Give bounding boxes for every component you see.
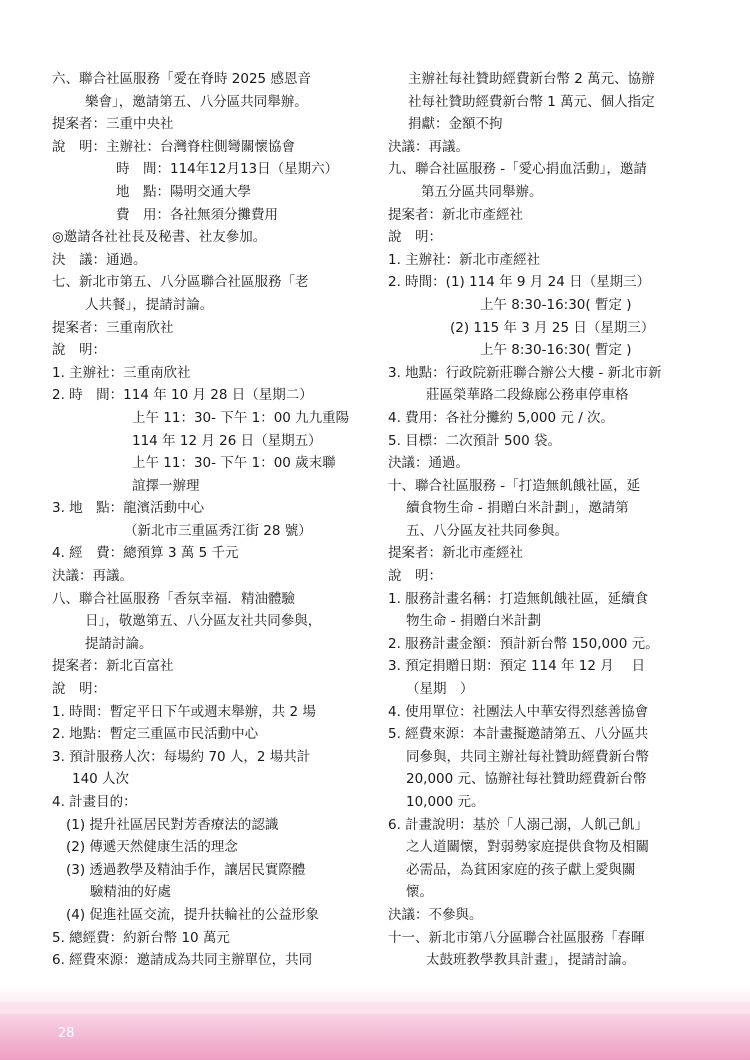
text-line: 費 用：各社無須分攤費用 (116, 206, 278, 223)
page-number: 28 (58, 1026, 75, 1041)
text-line: 續食物生命 - 捐贈白米計劃」，邀請第 (406, 500, 629, 517)
text-line: 2. 時間：(1) 114 年 9 月 24 日（星期三） (388, 274, 651, 291)
text-line: 五、八分區友社共同參與。 (406, 522, 568, 539)
text-line: 提案者：新北百富社 (52, 658, 174, 675)
text-line: 2. 服務計畫金額：預計新台幣 150,000 元。 (388, 635, 659, 652)
text-line: ◎邀請各社社長及秘書、社友參加。 (52, 229, 267, 246)
text-line: 20,000 元、協辦社每社贊助經費新台幣 (406, 771, 647, 788)
text-line: 之人道關懷，對弱勢家庭提供食物及相關 (406, 839, 649, 856)
text-line: 第五分區共同舉辦。 (421, 183, 543, 200)
text-line: （星期 ） (406, 681, 474, 698)
text-line: 決 議：通過。 (52, 251, 147, 268)
text-line: 6. 經費來源：邀請成為共同主辦單位，共同 (52, 952, 313, 969)
text-line: 說 明： (388, 229, 442, 246)
text-line: 2. 地點：暫定三重區市民活動中心 (52, 726, 259, 743)
text-line: 驗精油的好處 (90, 884, 171, 901)
right-column (388, 68, 700, 972)
text-line: 4. 經 費：總預算 3 萬 5 千元 (52, 545, 239, 562)
text-line: 日」，敬邀第五、八分區友社共同參與， (85, 613, 322, 630)
text-line: 1. 主辦社：新北市產經社 (388, 251, 541, 268)
text-line: 4. 使用單位：社團法人中華安得烈慈善協會 (388, 703, 649, 720)
text-line: 4. 計畫目的： (52, 794, 137, 810)
footer-wave (0, 984, 750, 1014)
text-line: 十、聯合社區服務 -「打造無飢餓社區，延 (388, 477, 641, 494)
text-line: 1. 服務計畫名稱：打造無飢餓社區，延續食 (388, 590, 649, 607)
text-line: 太鼓班教學教具計畫」，提請討論。 (426, 952, 636, 969)
text-line: 十一、新北市第八分區聯合社區服務「春暉 (388, 929, 645, 946)
text-line: 必需品，為貧困家庭的孩子獻上愛與關 (406, 861, 636, 878)
text-line: 九、聯合社區服務 -「愛心捐血活動」，邀請 (388, 161, 647, 178)
text-line: 懷。 (406, 884, 433, 901)
text-line: 說 明： (52, 342, 106, 359)
text-line: 決議：再議。 (388, 138, 469, 155)
text-line: 社每社贊助經費新台幣 1 萬元、個人指定 (408, 93, 655, 110)
text-line: 說 明：主辦社：台灣脊柱側彎關懷協會 (52, 138, 295, 155)
text-line: (2) 115 年 3 月 25 日（星期三） (450, 319, 655, 336)
text-line: 提案者：三重中央社 (52, 116, 174, 133)
text-line: (4) 促進社區交流，提升扶輪社的公益形象 (66, 906, 319, 923)
text-line: 3. 地 點：龍濱活動中心 (52, 500, 205, 517)
text-line: 5. 目標：二次預計 500 袋。 (388, 432, 562, 449)
text-line: 人共餐」，提請討論。 (85, 296, 214, 313)
text-line: 1. 時間：暫定平日下午或週末舉辦，共 2 場 (52, 703, 316, 720)
text-line: 八、聯合社區服務「香氛幸福．精油體驗 (52, 590, 295, 607)
text-line: 上午 11：30- 下午 1：00 歲末聯 (132, 455, 336, 472)
text-line: (2) 傳遞天然健康生活的理念 (66, 839, 238, 856)
text-line: 5. 經費來源：本計畫擬邀請第五、八分區共 (388, 726, 649, 743)
text-line: 樂會」，邀請第五、八分區共同舉辦。 (85, 93, 308, 110)
text-line: 2. 時 間：114 年 10 月 28 日（星期二） (52, 387, 313, 404)
text-line: 地 點：陽明交通大學 (116, 183, 251, 200)
text-line: 5. 總經費：約新台幣 10 萬元 (52, 929, 230, 946)
text-line: 3. 預定捐贈日期：預定 114 年 12 月 日 (388, 658, 646, 675)
text-line: 上午 8:30-16:30( 暫定 ) (480, 342, 632, 359)
text-line: 提案者：新北市產經社 (388, 545, 523, 562)
text-line: 莊區榮華路二段綠廊公務車停車格 (426, 387, 629, 404)
text-line: 3. 地點：行政院新莊聯合辦公大樓 - 新北市新 (388, 364, 662, 381)
footer-band (0, 1002, 750, 1060)
text-line: 3. 預計服務人次：每場約 70 人，2 場共計 (52, 748, 311, 765)
text-line: 捐獻：金額不拘 (408, 116, 503, 133)
text-line: 誼擇一辦理 (132, 477, 200, 494)
text-line: 4. 費用：各社分攤約 5,000 元 / 次。 (388, 409, 615, 426)
text-line: 上午 8:30-16:30( 暫定 ) (480, 296, 632, 313)
text-line: 七、新北市第五、八分區聯合社區服務「老 (52, 274, 309, 291)
text-line: 說 明： (388, 568, 442, 585)
text-line: 同參與，共同主辦社每社贊助經費新台幣 (406, 748, 649, 765)
text-line: 物生命 - 捐贈白米計劃 (406, 613, 541, 630)
text-line: 時 間：114年12月13日（星期六） (116, 161, 339, 178)
text-line: （新北市三重區秀江街 28 號） (124, 522, 312, 539)
text-line: 決議：通過。 (388, 455, 469, 472)
text-line: 決議：不參與。 (388, 906, 483, 923)
text-line: 上午 11：30- 下午 1：00 九九重陽 (132, 409, 350, 426)
text-line: 說 明： (52, 681, 106, 698)
text-line: 10,000 元。 (406, 794, 485, 810)
text-line: (1) 提升社區居民對芳香療法的認識 (66, 816, 279, 833)
text-line: 決議：再議。 (52, 568, 133, 585)
text-line: 提案者：新北市產經社 (388, 206, 523, 223)
text-line: 114 年 12 月 26 日（星期五） (132, 432, 322, 449)
text-line: 六、聯合社區服務「愛在脊時 2025 感恩音 (52, 71, 311, 87)
text-line: 主辦社每社贊助經費新台幣 2 萬元、協辦 (408, 71, 655, 87)
text-line: 140 人次 (72, 771, 130, 788)
text-line: 提案者：三重南欣社 (52, 319, 174, 336)
text-line: 6. 計畫說明：基於「人溺己溺，人飢己飢」 (388, 816, 649, 833)
text-line: 提請討論。 (85, 635, 153, 652)
left-column (52, 68, 364, 972)
text-line: (3) 透過教學及精油手作，讓居民實際體 (66, 861, 306, 878)
text-line: 1. 主辦社：三重南欣社 (52, 364, 191, 381)
